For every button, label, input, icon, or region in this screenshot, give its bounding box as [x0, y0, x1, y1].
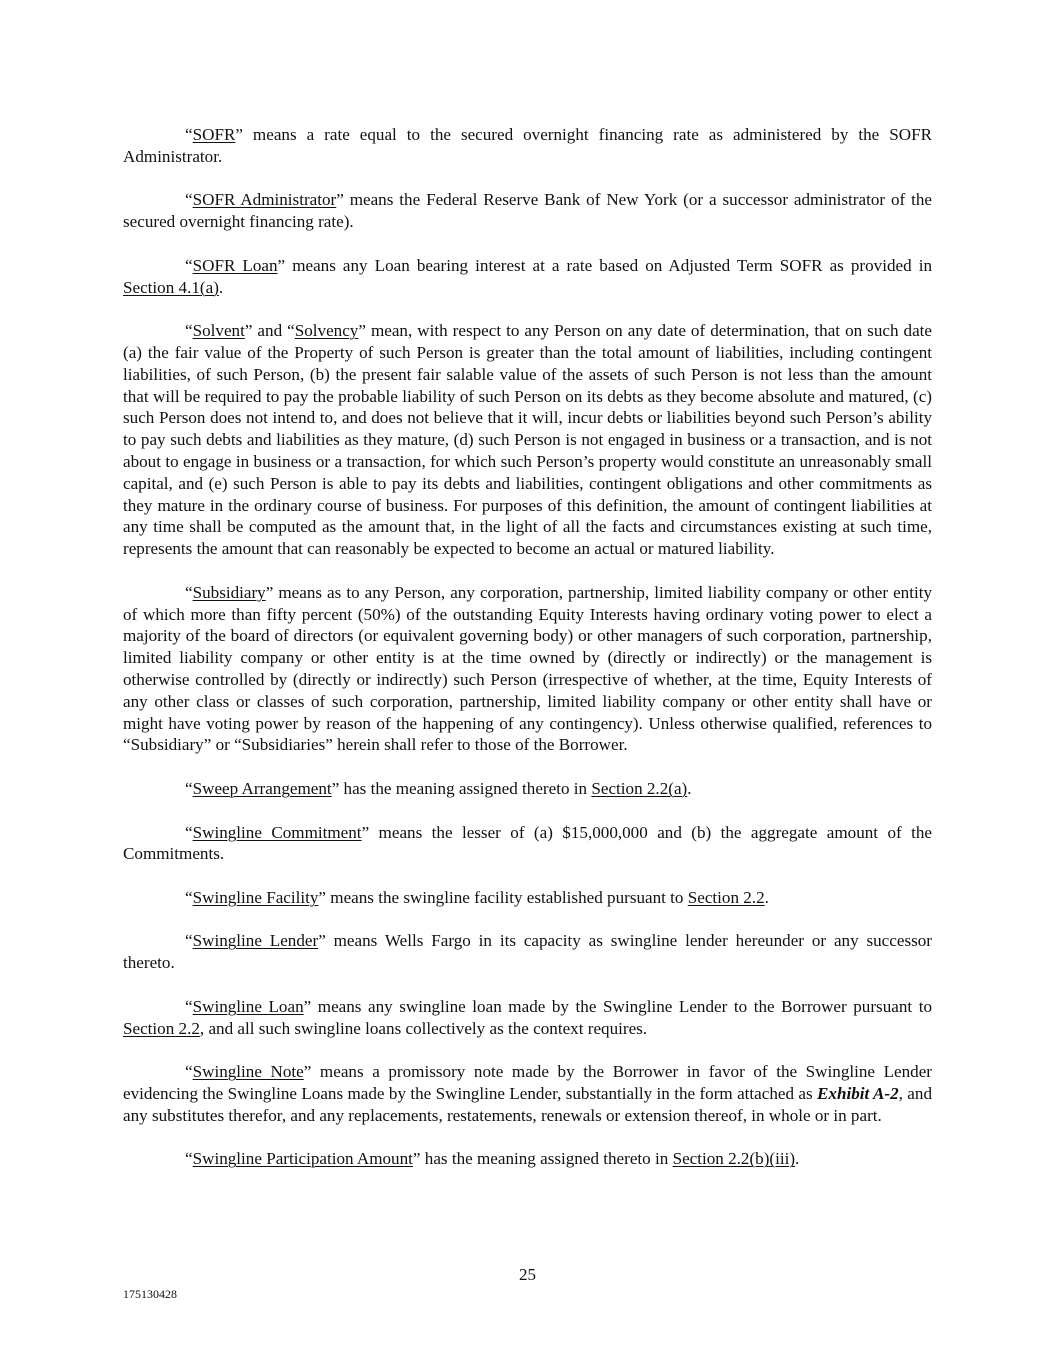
definition-sweep-arrangement [123, 778, 932, 800]
document-id: 175130428 [123, 1287, 177, 1301]
defined-term-reference: Swingline Commitment [192, 822, 362, 842]
definition-text: ” and “ [244, 321, 295, 341]
definition-text: ” means Wells Fargo in its capacity as swingline lender hereunder or any successor thereto. [123, 931, 932, 973]
defined-term-reference: Swingline Lender [192, 931, 319, 951]
exhibit-reference: Exhibit A-2 [817, 1084, 899, 1104]
defined-term-reference: SOFR Loan [192, 255, 278, 275]
defined-term-reference: Swingline Note [192, 1062, 304, 1082]
definition-text: , and all such swingline loans collectively as the context requires. [199, 1018, 648, 1038]
definition-text: “ [185, 996, 193, 1016]
definition-swingline-note [123, 1061, 932, 1126]
definition-text: “ [185, 255, 193, 275]
defined-term-reference: Section 2.2 [687, 887, 765, 907]
definition-text: ” has the meaning assigned thereto in [412, 1149, 673, 1169]
defined-term-reference: Sweep Arrangement [192, 778, 332, 798]
defined-term-reference: Section 2.2(a) [591, 778, 688, 798]
definition-text: “ [185, 125, 193, 144]
definition-text: , and any substitutes therefor, and any replacements, restatements, renewals or extension thereof, in whole or in part. [123, 1084, 932, 1125]
definition-text: “ [185, 822, 193, 842]
definition-text: “ [185, 1062, 193, 1082]
definition-text: . [687, 778, 692, 798]
definition-text: “ [185, 190, 193, 210]
definition-text: “ [185, 582, 193, 602]
page-number: 25 [519, 1265, 536, 1284]
definition-swingline-lender [123, 930, 932, 974]
defined-term-reference: Section 2.2(b)(iii) [672, 1149, 796, 1169]
definition-text: ” means a rate equal to the secured overnight financing rate as administered by the SOFR Administrator. [123, 125, 932, 166]
defined-term-reference: Swingline Loan [192, 996, 304, 1016]
definition-text: “ [185, 931, 193, 951]
definition-sofr-loan [123, 255, 932, 299]
defined-term-reference: Swingline Facility [192, 887, 319, 907]
definition-swingline-participation-amount [123, 1148, 932, 1170]
defined-term-reference: Solvent [192, 321, 245, 341]
defined-term-reference: SOFR [192, 125, 236, 144]
definition-subsidiary [123, 582, 932, 756]
definition-text: “ [185, 887, 193, 907]
definition-swingline-commitment [123, 822, 932, 866]
definition-text: . [764, 887, 769, 907]
document-page [123, 124, 932, 1192]
definition-text: ” means as to any Person, any corporation, partnership, limited liability company or other entity of which more than fifty percent (50%) of the outstanding Equity Interests having ordinary voting power to elect a majority of the board of directors (or equivalent governing body) or other managers of such corporation, partnership, limited liability company or other entity is at the time owned by (directly or indirectly) or the management is otherwise controlled by (directly or indirectly) such Person (irrespective of whether, at the time, Equity Interests of any other class or classes of such corporation, partnership, limited liability company or other entity shall have or might have voting power by reason of the happening of any contingency). Unless otherwise qualified, references to “Subsidiary” or “Subsidiaries” herein shall refer to those of the Borrower. [123, 582, 932, 755]
definition-text: ” means a promissory note made by the Borrower in favor of the Swingline Lender evidencing the Swingline Loans made by the Swingline Lender, substantially in the form attached as [123, 1062, 933, 1104]
definition-text: ” means the lesser of (a) $15,000,000 and (b) the aggregate amount of the Commitments. [123, 822, 932, 864]
defined-term-reference: Subsidiary [192, 582, 266, 602]
definition-text: . [795, 1149, 800, 1169]
definition-text: ” means the Federal Reserve Bank of New York (or a successor administrator of the secured overnight financing rate). [123, 190, 932, 232]
defined-term-reference: SOFR Administrator [192, 190, 337, 210]
defined-term-reference: Section 4.1(a) [123, 277, 219, 297]
defined-term-reference: Section 2.2 [123, 1018, 200, 1038]
definition-text: “ [185, 321, 193, 341]
definition-text: ” has the meaning assigned thereto in [331, 778, 592, 798]
definition-text: “ [185, 778, 193, 798]
definition-text: ” means any swingline loan made by the Swingline Lender to the Borrower pursuant to [303, 996, 932, 1016]
definition-sofr-administrator [123, 189, 932, 233]
definition-swingline-facility [123, 887, 932, 909]
defined-term-reference: Solvency [294, 321, 359, 341]
definition-text: . [218, 277, 224, 297]
definition-swingline-loan [123, 996, 932, 1040]
definition-text: ” means any Loan bearing interest at a rate based on Adjusted Term SOFR as provided in [277, 255, 932, 275]
definition-text: ” means the swingline facility established pursuant to [318, 887, 688, 907]
definition-sofr [123, 124, 932, 168]
definition-text: “ [185, 1149, 193, 1169]
definition-solvent [123, 320, 932, 560]
definition-text: ” mean, with respect to any Person on any date of determination, that on such date (a) the fair value of the Property of such Person is greater than the total amount of liabilities, including contingent liabilities, of such Person, (b) the present fair salable value of the assets of such Person is not less than the amount that will be required to pay the probable liability of such Person on its debts as they become absolute and matured, (c) such Person does not intend to, and does not believe that it will, incur debts or liabilities beyond such Person’s ability to pay such debts and liabilities as they mature, (d) such Person is not engaged in business or a transaction, and is not about to engage in business or a transaction, for which such Person’s property would constitute an unreasonably small capital, and (e) such Person is able to pay its debts and liabilities, contingent obligations and other commitments as they mature in the ordinary course of business. For purposes of this definition, the amount of contingent liabilities at any time shall be computed as the amount that, in the light of all the facts and circumstances existing at such time, represents the amount that can reasonably be expected to become an actual or matured liability. [123, 321, 932, 559]
defined-term-reference: Swingline Participation Amount [192, 1149, 413, 1169]
